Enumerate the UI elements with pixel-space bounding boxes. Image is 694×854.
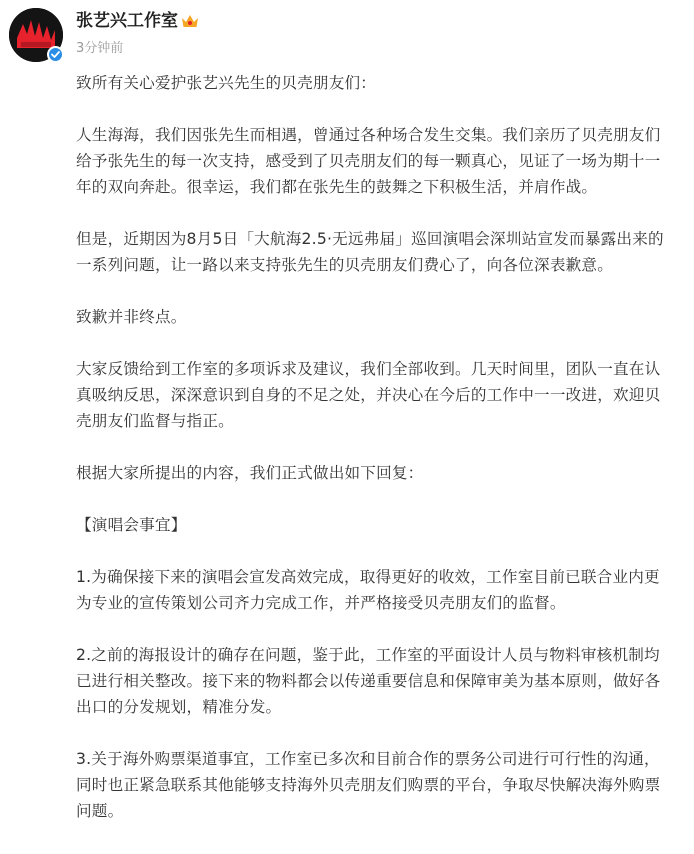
feedback-paragraph: 大家反馈给到工作室的多项诉求及建议，我们全部收到。几天时间里，团队一直在认真吸纳反思，深深意识到自身的不足之处，并决心在今后的工作中一一改进，欢迎贝壳朋友们监督与指正。 [76,360,661,430]
crown-icon [180,12,200,30]
greeting-paragraph: 致所有关心爱护张艺兴先生的贝壳朋友们： [76,74,377,92]
item-1-paragraph: 1.为确保接下来的演唱会宣发高效完成，取得更好的收效，工作室目前已联合业内更为专业的宣传策划公司齐力完成工作，并严格接受贝壳朋友们的监督。 [76,568,660,612]
account-name[interactable]: 张艺兴工作室 [76,11,178,31]
not-end-paragraph: 致歉并非终点。 [76,308,187,326]
apology-paragraph: 但是，近期因为8月5日「大航海2.5·无远弗届」巡回演唱会深圳站宣发而暴露出来的一系列问题，让一路以来支持张先生的贝壳朋友们费心了，向各位深表歉意。 [76,230,664,274]
section-heading: 【演唱会事宜】 [76,516,187,534]
item-2-paragraph: 2.之前的海报设计的确存在问题，鉴于此，工作室的平面设计人员与物料审核机制均已进行相关整改。接下来的物料都会以传递重要信息和保障审美为基本原则，做好各出口的分发规划，精准分发。 [76,646,661,716]
post-time[interactable]: 3分钟前 [76,41,124,56]
post-header [0,0,694,66]
item-3-paragraph: 3.关于海外购票渠道事宜，工作室已多次和目前合作的票务公司进行可行性的沟通，同时也正紧急联系其他能够支持海外贝壳朋友们购票的平台，争取尽快解决海外购票问题。 [76,750,661,820]
reply-intro-paragraph: 根据大家所提出的内容，我们正式做出如下回复： [76,464,424,482]
intro-paragraph: 人生海海，我们因张先生而相遇，曾通过各种场合发生交集。我们亲历了贝壳朋友们给予张先生的每一次支持，感受到了贝壳朋友们的每一颗真心，见证了一场为期十一年的双向奔赴。很幸运，我们都在张先生的鼓舞之下积极生活，并肩作战。 [76,126,661,196]
verified-badge-icon [47,46,64,63]
post-body [76,70,674,824]
